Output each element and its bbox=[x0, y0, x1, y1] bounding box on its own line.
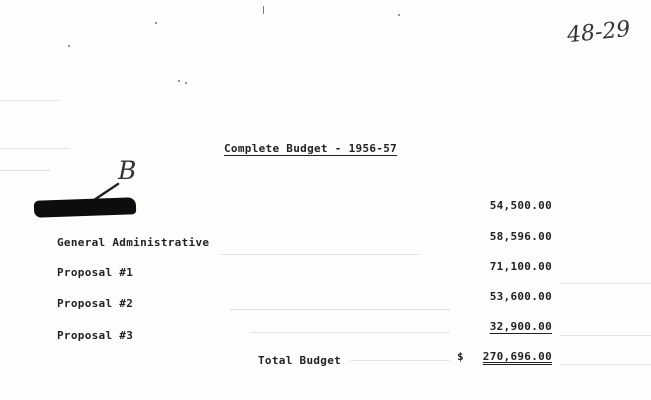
bleed-line bbox=[220, 254, 420, 255]
row-amount-proposal-1: 71,100.00 bbox=[489, 260, 552, 273]
document-title: Complete Budget - 1956-57 bbox=[224, 142, 398, 155]
row-amount-proposal-3: 32,900.00 bbox=[489, 320, 552, 333]
row-label-proposal-2: Proposal #2 bbox=[57, 297, 134, 310]
paper-speck bbox=[178, 80, 180, 82]
bleed-line bbox=[560, 283, 651, 284]
bleed-line bbox=[0, 148, 70, 149]
redaction-bar bbox=[34, 197, 137, 218]
total-currency: $ bbox=[457, 350, 464, 363]
bleed-line bbox=[0, 170, 50, 171]
paper-speck bbox=[263, 6, 264, 14]
paper-speck bbox=[68, 45, 70, 47]
handwritten-file-number: 48-29 bbox=[565, 16, 632, 49]
total-label: Total Budget bbox=[258, 354, 342, 367]
row-label-proposal-3: Proposal #3 bbox=[57, 329, 134, 342]
row-label-general-administrative: General Administrative bbox=[57, 236, 210, 249]
total-amount: 270,696.00 bbox=[482, 350, 552, 363]
handwritten-mark: B bbox=[118, 156, 137, 185]
bleed-line bbox=[0, 100, 60, 101]
redacted-line-amount: 54,500.00 bbox=[489, 199, 552, 212]
bleed-line bbox=[230, 309, 450, 310]
bleed-line bbox=[560, 335, 651, 336]
row-amount-proposal-2: 53,600.00 bbox=[489, 290, 552, 303]
bleed-line bbox=[350, 360, 450, 361]
row-amount-general-administrative: 58,596.00 bbox=[489, 230, 552, 243]
paper-speck bbox=[185, 82, 187, 84]
paper-speck bbox=[398, 14, 400, 16]
paper-speck bbox=[155, 22, 157, 24]
row-label-proposal-1: Proposal #1 bbox=[57, 266, 134, 279]
bleed-line bbox=[250, 332, 450, 333]
bleed-line bbox=[560, 364, 651, 365]
